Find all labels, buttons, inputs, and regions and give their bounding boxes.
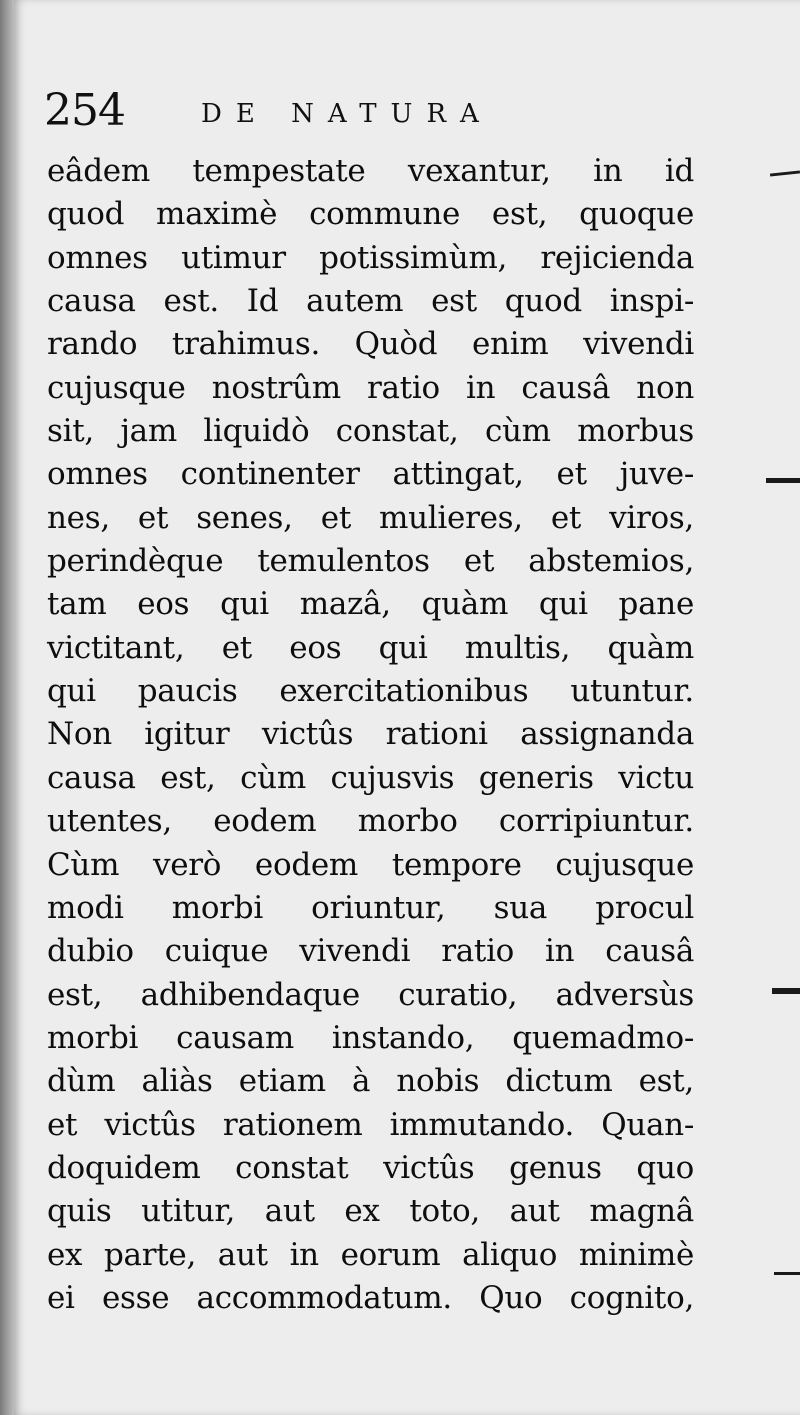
text-line: modi morbi oriuntur, sua procul [47,889,694,926]
text-line: victitant, et eos qui multis, quàm [47,629,694,666]
page-number: 254 [44,85,125,136]
margin-mark [772,988,800,994]
text-line: omnes utimur potissimùm, rejicienda [47,239,694,276]
text-line: perindèque temulentos et abstemios, [47,543,694,580]
margin-mark [774,1272,800,1275]
text-line: eâdem tempestate vexantur, in id [47,153,694,189]
text-line: cujusque nostrûm ratio in causâ non [47,369,694,406]
text-line: Non igitur victûs rationi assignanda [47,716,694,753]
margin-mark [766,478,800,483]
text-line: rando trahimus. Quòd enim vivendi [47,326,694,363]
body-text [47,150,694,1320]
text-line: ex parte, aut in eorum aliquo minimè [47,1236,694,1273]
text-line: dùm aliàs etiam à nobis dictum est, [47,1063,694,1100]
text-line: ei esse accommodatum. Quo cognito, [47,1279,694,1316]
text-line: quis utitur, aut ex toto, aut magnâ [47,1193,694,1230]
text-line: doquidem constat victûs genus quo [47,1149,694,1186]
running-title: DE NATURA [201,99,493,129]
text-line: nes, et senes, et mulieres, et viros, [47,499,694,536]
text-line: et victûs rationem immutando. Quan- [47,1106,694,1143]
text-line: dubio cuique vivendi ratio in causâ [47,933,694,970]
text-line: est, adhibendaque curatio, adversùs [47,976,694,1013]
book-gutter [0,0,14,1415]
text-line: causa est. Id autem est quod inspi- [47,283,694,320]
text-line: qui paucis exercitationibus utuntur. [47,673,694,710]
text-line: Cùm verò eodem tempore cujusque [47,846,694,883]
text-line: tam eos qui mazâ, quàm qui pane [47,586,694,623]
text-line: causa est, cùm cujusvis generis victu [47,759,694,796]
text-line: sit, jam liquidò constat, cùm morbus [47,413,694,450]
text-line: quod maximè commune est, quoque [47,196,694,233]
text-line: omnes continenter attingat, et juve- [47,456,694,493]
book-page [14,0,800,1415]
text-line: utentes, eodem morbo corripiuntur. [47,803,694,840]
text-line: morbi causam instando, quemadmo- [47,1019,694,1056]
running-head [44,86,744,136]
